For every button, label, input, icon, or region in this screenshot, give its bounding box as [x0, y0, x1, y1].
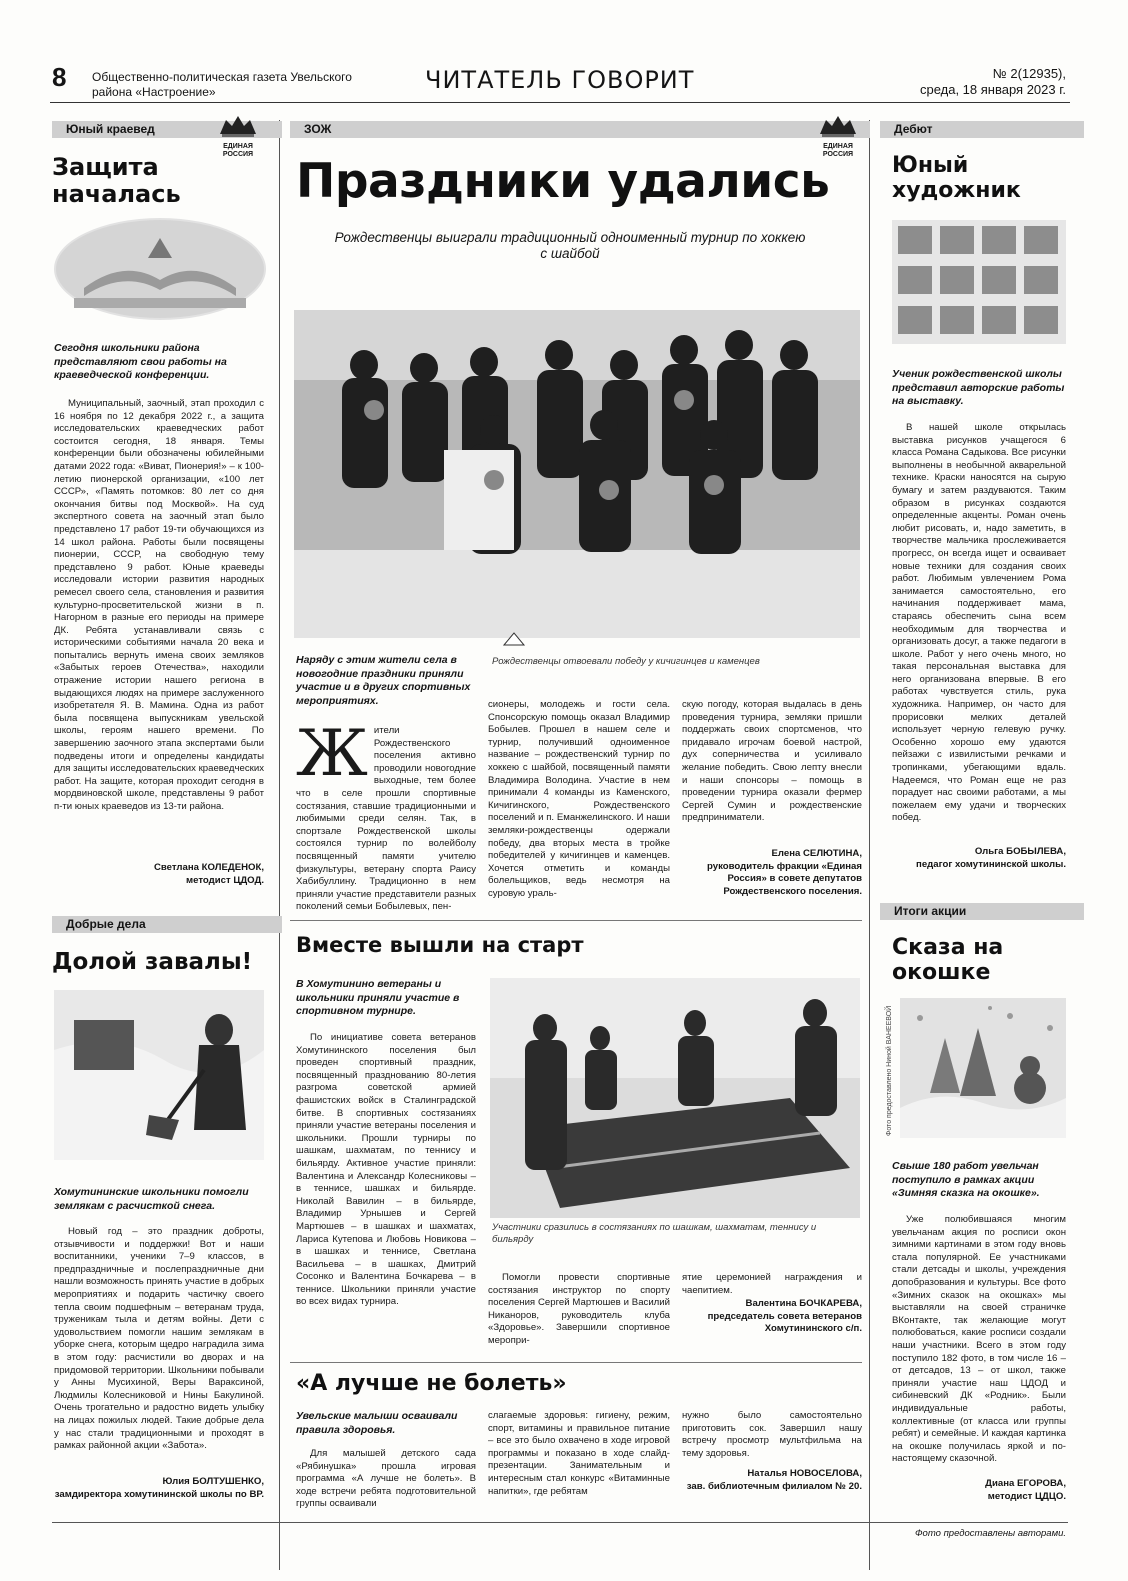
lead-healthy: Увельские малыши осваивали правила здоровья.	[296, 1410, 458, 1436]
headline-healthy: «А лучше не болеть»	[296, 1371, 567, 1396]
rubric-campaign-results: Итоги акции	[880, 903, 1084, 920]
lead-defense: Сегодня школьники района представляют свои работы на краеведческой конференции.	[54, 342, 227, 381]
section-rule	[290, 1362, 862, 1363]
author-role: педагог хомутининской школы.	[916, 858, 1066, 870]
logo-text-1: ЕДИНАЯ	[823, 143, 853, 150]
masthead-rule	[50, 102, 1070, 103]
headline-rubble: Долой завалы!	[52, 949, 253, 975]
hockey-team-scene-icon	[294, 310, 860, 638]
body-defense: Муниципальный, заочный, этап проходил с 16 ноября по 12 декабря 2022 г., а защита исследовательских краеведческих работ состоится сегодня, 18 января. Темы конференции были обозначены юбилейными датами 2022 года: «Виват, Пионерия!» – к 100-летию пионерской организации, «100 лет СССР», «Память потомков: 80 лет со дня окончания битвы под Москвой». На суд экспертного совета на заочный этап было представлено 17 работ 19-ти обучающихся из 14 школ района. Работы были посвящены пионерии, СССР, на свободную тему представлено 9 работ. Юные краеведы исследовали истории развития народных ремесел своего села, становления и развития культурно-просветительской жизни в п. Нагорном в разные его периоды на примере ДК. Ребята устанавливали связь с историческими событиями начала 20 века и попытались вернуть имена своих земляков «Забытых героев Отечества», находили отражение истории нашего региона в выдающихся людях на примере заслуженного изобретателя Я. В. Мамина. Одна из работ была посвящена выпускникам увельской школы, героям нашего времени. По завершению заочного этапа экспертами были подведены итоги и определены кандидаты для защиты исследовательских краеведческих работ. На защите, которая проходит сегодня в мордвиновской школе, представлены 9 работ п-ти юных краеведов из 13-ти района.	[54, 398, 264, 812]
body-start-col2: Помогли провести спортивные состязания инструктор по спорту поселения Сергей Мартюшев и Василий Никаноров, руководитель клуба «Здоровье». Завершили спортивное меропри-	[488, 1272, 670, 1346]
author-role: председатель совета ветеранов Хомутининского с/п.	[707, 1310, 862, 1335]
logo-text-1: ЕДИНАЯ	[223, 143, 253, 150]
table-tennis-scene-icon	[490, 978, 860, 1218]
author-role: методист ЦДОД.	[186, 874, 264, 886]
issue-info	[920, 66, 1066, 98]
lead-fairytale: Свыше 180 работ увельчан поступило в рамках акции «Зимняя сказка на окошке».	[892, 1160, 1040, 1199]
author-start	[682, 1298, 862, 1336]
author-role: руководитель фракции «Единая Россия» в совете депутатов Рождественского поселения.	[707, 860, 862, 897]
logo-text-2: РОССИЯ	[222, 151, 254, 158]
body-healthy-col3: нужно было самостоятельно приготовить сок. Завершил нашу встречу просмотр мультфильма на тему здоровья.	[682, 1410, 862, 1459]
body-artist: В нашей школе открылась выставка рисунков учащегося 6 класса Романа Садыкова. Все рисунки выполнены в необычной акварельной технике. Краски наносятся на сырую бумагу и затем раздуваются. Таким образом в рисунках создаются определенные акценты. Роман очень любит рисовать, и, надо заметить, в творчестве мальчика прослеживается прогресс, он всегда ищет и осваивает новые техники для создания своих работ. Любимым увлечением Рома занимается самостоятельно, его начинания поддерживает мама, стараясь обеспечить сына всем необходимым для творчества и организовать досуг, а также педагоги в школе. Работ у него очень много, но такая персональная выставка для него организована впервые. В его работах чувствуется стиль, рука художника. Например, он часто для прорисовки мелких деталей использует черную гелевую ручку. Особенно хорошо ему удаются пейзажи с извилистыми речками и тропинками, убегающими вдаль. Надеемся, что Роман еще не раз порадует нас своими работами, а мы пожелаем ему удачи и творческих побед.	[892, 422, 1066, 824]
united-russia-logo	[812, 112, 864, 159]
author-name: Валентина БОЧКАРЕВА,	[745, 1298, 862, 1309]
logo-text-2: РОССИЯ	[822, 151, 854, 158]
headline-fairytale: Сказа на окошке	[892, 935, 1004, 985]
bear-flag-icon	[216, 112, 260, 140]
open-book-icon	[54, 218, 266, 320]
author-role: замдиректора хомутининской школы по ВР.	[54, 1488, 264, 1500]
hockey-team-photo	[294, 310, 860, 638]
rubric-good-deeds: Добрые дела	[52, 916, 282, 933]
lead-rubble: Хомутининские школьники помогли землякам с расчисткой снега.	[54, 1186, 249, 1212]
caption-tennis: Участники сразились в состязаниях по шашкам, шахматам, теннису и бильярду	[492, 1222, 817, 1245]
author-healthy	[682, 1468, 862, 1493]
body-holidays-col2: сионеры, молодежь и гости села. Спонсорскую помощь оказал Владимир Бобылев. Прошел в нашем селе и турнир, получивший одноименное название – рождественский турнир по хоккею с шайбой, посвященный памяти Владимира Володина. Участие в нем принимали 4 команды из Каменского, Кичигинского, Рождественского поселений и п. Еманжелинского. И наши земляки-рождественцы одержали победу, два вторых места в тройке победителей у кичигинцев и каменцев. Хочется отметить и команды болельщиков, ведь несмотря на суровую ураль-	[488, 699, 670, 899]
author-defense	[54, 862, 264, 887]
issue-number: № 2(12935),	[992, 66, 1066, 81]
rubric-healthy-lifestyle: ЗОЖ	[290, 121, 870, 138]
body-holidays-col1-text: ители Рождественского поселения активно проводили новогодние выходные, тем более что в селе прошли спортивные состязания, ставшие традиционными и любимыми среди селян. Так, в спортзале Рождественской школы состоялся турнир по волейболу посвященный памяти учителю физкультуры, ветерану спорта Раису Хабибуллину. Традиционно в нем приняли участие представители разных поколений семьи Бобылевых, пен-	[296, 725, 476, 913]
caption-hockey: Рождественцы отвоевали победу у кичигинцев и каменцев	[492, 656, 760, 667]
footer-photo-credit: Фото предоставлены авторами.	[915, 1528, 1066, 1539]
body-start-col3: ятие церемонией награждения и чаепитием.	[682, 1272, 862, 1296]
paintings-grid-icon	[892, 220, 1066, 344]
rubric-debut: Дебют	[880, 121, 1084, 138]
snow-clearing-photo	[54, 990, 264, 1160]
lead-holidays: Наряду с этим жители села в новогодние праздники приняли участие и в других спортивных мероприятиях.	[296, 654, 471, 707]
author-name: Ольга БОБЫЛЕВА,	[974, 846, 1066, 857]
publication-name: Общественно-политическая газета Увельского района «Настроение»	[92, 70, 352, 99]
footer-rule	[52, 1522, 1068, 1523]
photo-pointer-icon	[504, 630, 524, 649]
table-tennis-photo	[490, 978, 860, 1218]
author-holidays	[682, 848, 862, 898]
headline-artist: Юный художник	[892, 153, 1021, 203]
photo-credit-vertical: Фото предоставлено Ниной ВАНЕЕВОЙ	[886, 1005, 893, 1136]
author-role: методист ЦДЦО.	[987, 1490, 1066, 1502]
lead-start: В Хомутинино ветераны и школьники приняли участие в спортивном турнире.	[296, 978, 460, 1017]
rubric-young-local-historian: Юный краевед	[52, 121, 282, 138]
snow-shovel-scene-icon	[54, 990, 264, 1160]
subtitle-holidays: Рождественцы выиграли традиционный одноименный турнир по хоккею с шайбой	[334, 230, 806, 261]
author-fairytale	[892, 1478, 1066, 1503]
bear-flag-icon	[816, 112, 860, 140]
body-start: По инициативе совета ветеранов Хомутининского поселения был проведен спортивный праздник, посвященный празднованию 80-летия разгрома советской армией фашистских войск в Сталинградской битве. В спортивных состязаниях приняли участие ветераны поселения и школьники. Прошли турниры по шашкам, шахматам, по теннису и бильярду. Активное участие приняли: Валентина и Александр Колесниковы – в теннисе, шашках и бильярде. Николай Вавилин – в бильярде, Владимир Урнышев и Сергей Мартюшев – в шашках и шахматах, Лариса Кутепова и Любовь Новикова – в шашках и теннисе, Светлана Васильева – в шашках, Дмитрий Сосонко и Валентина Бочкарева – в теннисе. Школьники приняли участие во всех видах турнира.	[296, 1032, 476, 1308]
body-fairytale: Уже полюбившаяся многим увельчанам акция по росписи окон зимними картинами в этом году вновь стала популярной. Ее участниками стали детсады и школы, учреждения допобразования и культуры. Все фото «Зимних сказок на окошках» мы выставляли на своей страничке ВКонтакте, так желающие могут полюбоваться, какие росписи создали наши участники. Всего в этом году поступило 182 фото, в том числе 16 – от детсадов, 13 – от школ, также приняли участие наш ЦДОД и сибиневский ДК «Родник». Были индивидуальные работы, коллективные (от класса или группы ребят) и семейные. И каждая картинка на окошке получилась яркой и по-настоящему сказочной.	[892, 1214, 1066, 1465]
author-name: Светлана КОЛЕДЕНОК,	[153, 862, 264, 873]
book-illustration	[54, 218, 266, 320]
author-name: Елена СЕЛЮТИНА,	[771, 848, 862, 859]
window-painting-photo	[900, 998, 1066, 1138]
column-divider-left	[279, 120, 280, 1570]
lead-artist: Ученик рождественской школы представил авторские работы на выставку.	[892, 368, 1065, 407]
author-name: Наталья НОВОСЕЛОВА,	[747, 1468, 862, 1479]
united-russia-logo	[212, 112, 264, 159]
artwork-exhibition-photo	[892, 220, 1066, 344]
body-rubble: Новый год – это праздник доброты, отзывчивости и поддержки! Вот и наши воспитанники, ученики 7–9 классов, в предпраздничные и послепраздничные дни нашли возможность принять участие в добрых мероприятиях и подарить частичку своего тепла своим подшефным – ветеранам труда, труженикам тыла и детям войны. Дети с удовольствием помогли нашим землякам в уборке снега, которым щедро наградила зима в этом году: расчистили во дворах и на придомовой территории. Школьники побывали у Анны Мусихиной, Веры Вараксиной, Людмилы Колесниковой и Нины Бакулиной. Очень трогательно и радостно видеть улыбку на лицах пожилых людей. Такие добрые дела у нас стали традиционными и проходят в рамках районной акции «Забота».	[54, 1226, 264, 1452]
section-rule	[290, 920, 862, 921]
author-name: Юлия БОЛТУШЕНКО,	[162, 1476, 264, 1487]
body-healthy-col2: слагаемые здоровья: гигиену, режим, спорт, витамины и правильное питание – все это было охвачено в ходе игровой программы и показано в ходе слайд-презентации. Занимательным и интересным стал конкурс «Витаминные напитки», где ребятам	[488, 1410, 670, 1497]
section-title: ЧИТАТЕЛЬ ГОВОРИТ	[425, 66, 695, 94]
issue-date: среда, 18 января 2023 г.	[919, 82, 1066, 97]
headline-start: Вместе вышли на старт	[296, 933, 584, 957]
column-divider-right	[869, 120, 870, 1570]
headline-defense: Защита началась	[52, 153, 181, 208]
body-healthy-col1: Для малышей детского сада «Рябинушка» прошла игровая программа «А лучше не болеть». В ходе встречи ребята подготовительной группы осваивали	[296, 1448, 476, 1510]
winter-window-icon	[900, 998, 1066, 1138]
body-holidays-col3: скую погоду, которая выдалась в день проведения турнира, земляки пришли поддержать своих спортсменов, что придавало игрочам боевой настрой, дух соперничества и усиливало желание победить. Свою лепту внесли и наши спонсоры – помощь в проведении турнира оказали фермер Сергей Сумин и рождественские предприниматели.	[682, 699, 862, 824]
author-artist	[892, 846, 1066, 871]
headline-holidays: Праздники удались	[296, 154, 830, 209]
author-role: зав. библиотечным филиалом № 20.	[686, 1480, 862, 1492]
page-number: 8	[52, 62, 67, 92]
body-holidays-col1	[296, 717, 476, 913]
dropcap-letter: Ж	[296, 717, 368, 791]
author-rubble	[54, 1476, 264, 1501]
author-name: Диана ЕГОРОВА,	[985, 1478, 1066, 1489]
